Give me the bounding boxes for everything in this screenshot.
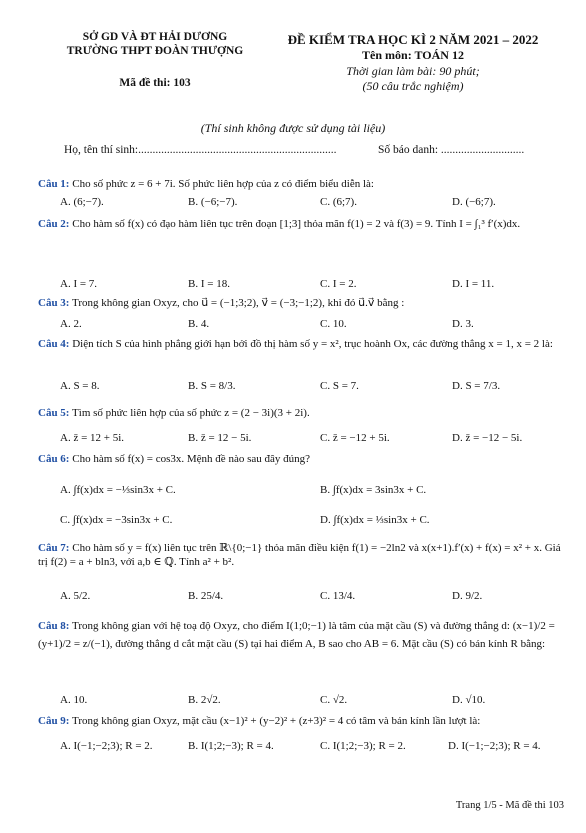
option-c: C. √2. <box>320 694 348 706</box>
option-a: A. 5/2. <box>60 590 91 602</box>
question-label: Câu 6: <box>38 453 70 465</box>
option-c: C. ∫f(x)dx = −3sin3x + C. <box>60 514 173 526</box>
question-text: Cho hàm số f(x) = cos3x. Mệnh đề nào sau đây đúng? <box>72 453 311 465</box>
option-a: A. 2. <box>60 318 82 330</box>
option-b: B. z̄ = 12 − 5i. <box>188 432 252 444</box>
question-label: Câu 2: <box>38 218 70 230</box>
options-row <box>38 378 568 394</box>
exam-duration: Thời gian làm bài: 90 phút; <box>346 64 480 78</box>
option-c: C. 13/4. <box>320 590 356 602</box>
question-text: Cho số phức z = 6 + 7i. Số phức liên hợp của z có điểm biểu diễn là: <box>72 178 374 190</box>
question-text: Cho hàm số y = f(x) liên tục trên ℝ\{0;−1} thỏa mãn điều kiện f(1) = −2ln2 và x(x+1).f′(x) + f(x) = x² + x. Giá trị f(2) = a + bln3, với a,b ∈ ℚ. Tính a² + b². <box>38 542 561 568</box>
question-text: Tìm số phức liên hợp của số phức z = (2 − 3i)(3 + 2i). <box>72 407 310 419</box>
question-label: Câu 7: <box>38 542 70 554</box>
page-footer: Trang 1/5 - Mã đề thi 103 <box>455 800 564 811</box>
option-b: B. 4. <box>188 318 210 330</box>
option-b: B. S = 8/3. <box>188 380 236 392</box>
question-label: Câu 3: <box>38 297 70 309</box>
option-d: D. S = 7/3. <box>452 380 501 392</box>
question-text: Trong không gian Oxyz, cho u⃗ = (−1;3;2), v⃗ = (−3;−1;2), khi đó u⃗.v⃗ bằng : <box>72 297 405 309</box>
question-3 <box>38 296 568 310</box>
option-a: A. ∫f(x)dx = −⅓sin3x + C. <box>60 484 176 496</box>
option-d: D. 3. <box>452 318 474 330</box>
option-a: A. I(−1;−2;3); R = 2. <box>60 740 153 752</box>
options-row <box>38 692 568 708</box>
question-label: Câu 9: <box>38 715 70 727</box>
option-c: C. I(1;2;−3); R = 2. <box>320 740 406 752</box>
options-row <box>38 738 568 754</box>
notice-text: (Thí sinh không được sử dụng tài liệu) <box>200 121 386 135</box>
option-c: C. S = 7. <box>320 380 359 392</box>
dept-name: SỞ GD VÀ ĐT HẢI DƯƠNG <box>82 31 228 43</box>
question-label: Câu 5: <box>38 407 70 419</box>
question-text: Trong không gian Oxyz, mặt cầu (x−1)² + (y−2)² + (z+3)² = 4 có tâm và bán kính lần lượt là: <box>72 715 481 727</box>
subject-name: Tên môn: TOÁN 12 <box>362 48 464 62</box>
question-text: Trong không gian với hệ toạ độ Oxyz, cho điểm I(1;0;−1) là tâm của mặt cầu (S) và đường thẳng d: (x−1)/2 = (y+1)/2 = z/(−1), đường thẳng d cắt mặt cầu (S) tại hai điểm A, B sao cho AB = 6. Mặt cầu (S) có bán kính R bằng: <box>38 620 555 650</box>
question-text: Diện tích S của hình phẳng giới hạn bởi đồ thị hàm số y = x², trục hoành Ox, các đường thẳng x = 1, x = 2 là: <box>72 338 553 350</box>
option-a: A. I = 7. <box>60 278 98 290</box>
option-d: D. (−6;7). <box>452 196 496 208</box>
question-count: (50 câu trắc nghiệm) <box>362 79 464 93</box>
question-9 <box>38 714 568 728</box>
option-b: B. I(1;2;−3); R = 4. <box>188 740 274 752</box>
exam-title: ĐỀ KIỂM TRA HỌC KÌ 2 NĂM 2021 – 2022 <box>287 32 539 47</box>
options-row <box>38 430 568 446</box>
options-row <box>38 482 568 498</box>
option-d: D. ∫f(x)dx = ⅓sin3x + C. <box>320 514 430 526</box>
option-c: C. I = 2. <box>320 278 357 290</box>
question-7 <box>38 541 568 569</box>
option-d: D. I = 11. <box>452 278 495 290</box>
question-6 <box>38 452 568 466</box>
option-b: B. ∫f(x)dx = 3sin3x + C. <box>320 484 427 496</box>
student-name-field: Họ, tên thí sinh:..................................................................... <box>64 144 337 156</box>
options-row <box>38 512 568 528</box>
option-a: A. S = 8. <box>60 380 100 392</box>
question-2 <box>38 217 568 231</box>
question-1 <box>38 177 568 191</box>
option-b: B. 2√2. <box>188 694 221 706</box>
question-5 <box>38 406 568 420</box>
options-row <box>38 194 568 210</box>
option-a: A. 10. <box>60 694 88 706</box>
option-c: C. (6;7). <box>320 196 357 208</box>
option-d: D. 9/2. <box>452 590 483 602</box>
option-b: B. 25/4. <box>188 590 224 602</box>
question-label: Câu 8: <box>38 620 70 632</box>
option-a: A. (6;−7). <box>60 196 104 208</box>
option-b: B. I = 18. <box>188 278 230 290</box>
school-name: TRƯỜNG THPT ĐOÀN THƯỢNG <box>66 45 244 57</box>
option-d: D. √10. <box>452 694 486 706</box>
option-d: D. z̄ = −12 − 5i. <box>452 432 523 444</box>
question-label: Câu 4: <box>38 338 70 350</box>
exam-code: Mã đề thi: 103 <box>119 77 191 89</box>
question-text: Cho hàm số f(x) có đạo hàm liên tục trên đoạn [1;3] thỏa mãn f(1) = 2 và f(3) = 9. Tính I = ∫₁³ f′(x)dx. <box>72 218 521 230</box>
student-id-field: Số báo danh: ............................. <box>378 144 525 156</box>
option-d: D. I(−1;−2;3); R = 4. <box>448 740 541 752</box>
option-b: B. (−6;−7). <box>188 196 238 208</box>
options-row <box>38 276 568 292</box>
question-label: Câu 1: <box>38 178 70 190</box>
options-row <box>38 588 568 604</box>
question-8 <box>38 617 568 653</box>
options-row <box>38 316 568 332</box>
question-4 <box>38 337 568 351</box>
option-a: A. z̄ = 12 + 5i. <box>60 432 125 444</box>
option-c: C. 10. <box>320 318 347 330</box>
option-c: C. z̄ = −12 + 5i. <box>320 432 390 444</box>
